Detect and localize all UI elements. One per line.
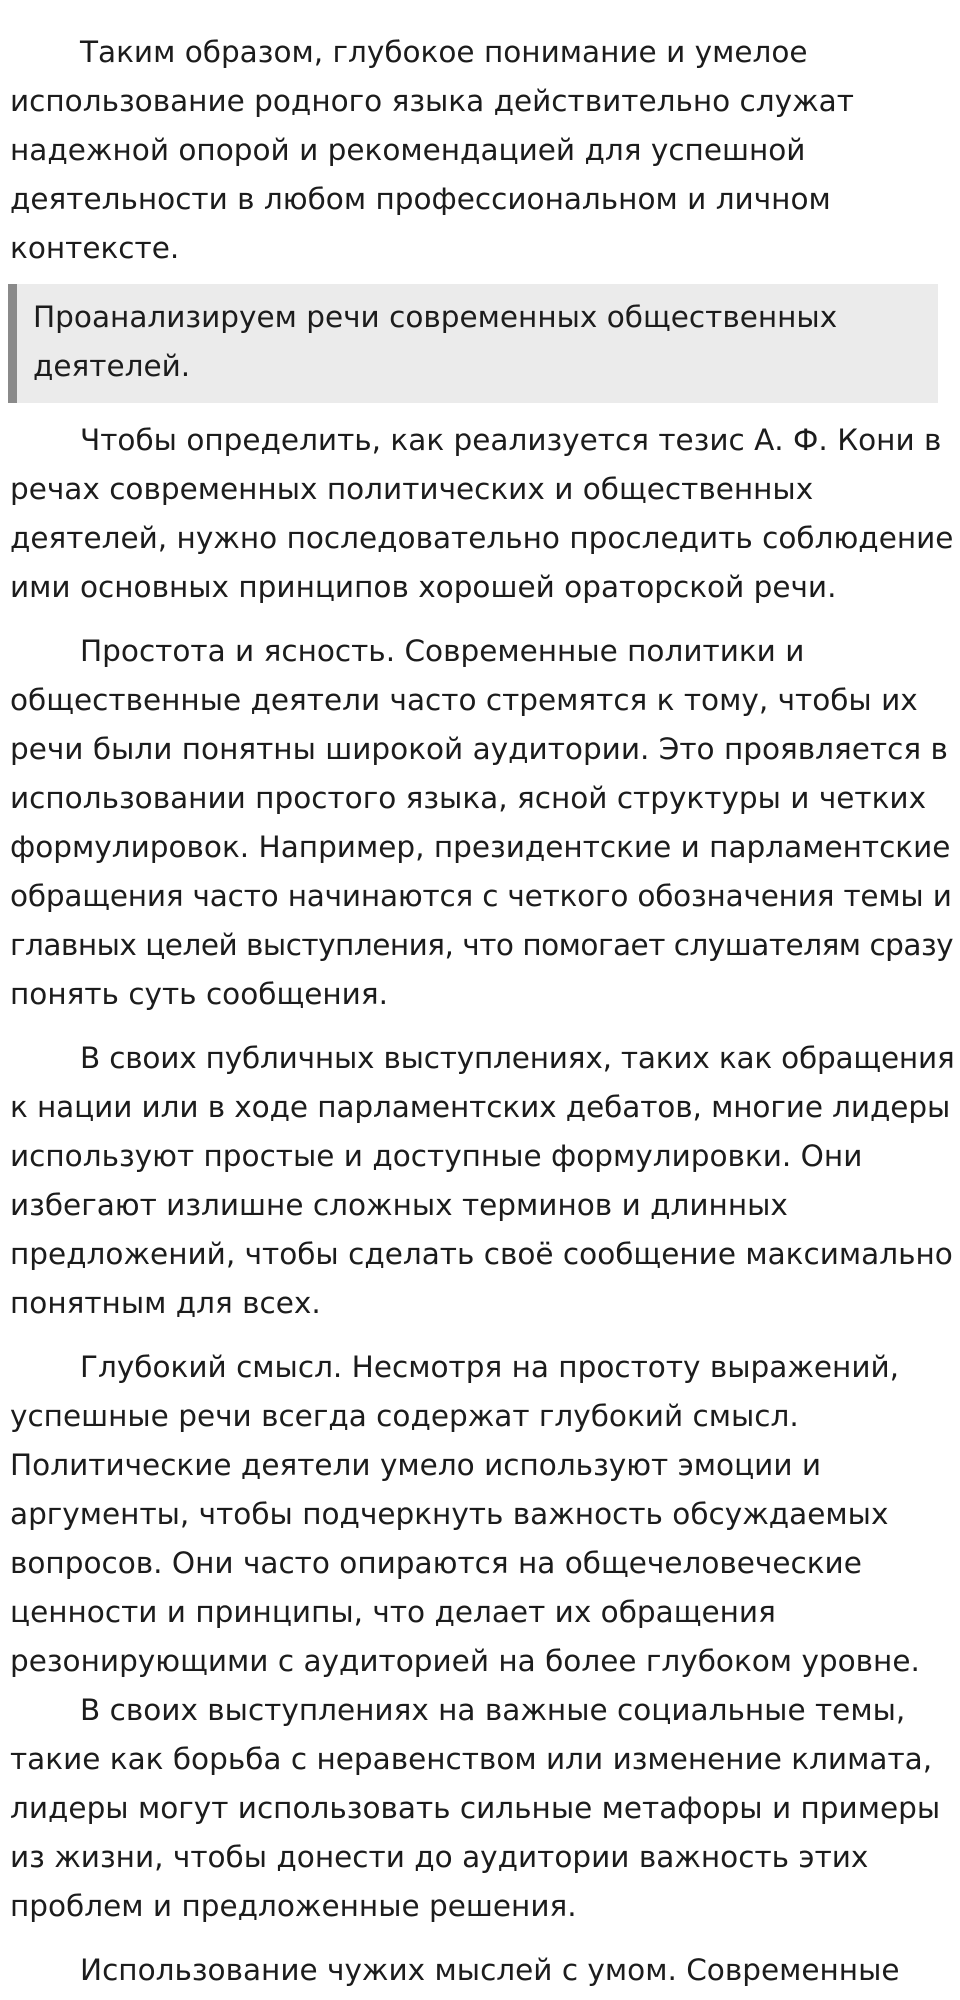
text-line: лидеры могут использовать сильные метафоры и примеры — [10, 1791, 941, 1825]
text-line: проблем и предложенные решения. — [10, 1889, 577, 1923]
text-line: деятельности в любом профессиональном и личном — [10, 182, 831, 216]
text-line: Простота и ясность. Современные политики и — [80, 634, 805, 668]
text-line: главных целей выступления, что помогает слушателям сразу — [10, 928, 954, 962]
text-line: Чтобы определить, как реализуется тезис А. Ф. Кони в — [80, 423, 942, 457]
text-line: ими основных принципов хорошей ораторской речи. — [10, 570, 837, 604]
text-line: общественные деятели часто стремятся к тому, чтобы их — [10, 683, 918, 717]
text-line: использование родного языка действительно служат — [10, 84, 854, 118]
text-line: контексте. — [10, 231, 180, 265]
text-line: Использование чужих мыслей с умом. Современные — [80, 1953, 900, 1987]
text-line: ценности и принципы, что делает их обращения — [10, 1595, 776, 1629]
text-line: речи были понятны широкой аудитории. Это проявляется в — [10, 732, 948, 766]
paragraph-koni-thesis — [10, 416, 958, 612]
text-line: В своих публичных выступлениях, таких как обращения — [80, 1041, 955, 1075]
paragraph-others-thoughts — [10, 1946, 958, 1995]
text-line: вопросов. Они часто опираются на общечеловеческие — [10, 1546, 862, 1580]
text-line: формулировок. Например, президентские и парламентские — [10, 830, 951, 864]
paragraph-social-topics — [10, 1686, 958, 1931]
text-line: избегают излишне сложных терминов и длинных — [10, 1188, 788, 1222]
document-page — [10, 28, 958, 1995]
text-line: из жизни, чтобы донести до аудитории важность этих — [10, 1840, 869, 1874]
text-line: успешные речи всегда содержат глубокий смысл. — [10, 1399, 799, 1433]
paragraph-simplicity — [10, 627, 958, 1019]
text-line: понятным для всех. — [10, 1286, 321, 1320]
text-line: речах современных политических и общественных — [10, 472, 814, 506]
text-line: деятелей, нужно последовательно проследить соблюдение — [10, 521, 954, 555]
paragraph-intro-conclusion — [10, 28, 958, 273]
paragraph-deep-meaning — [10, 1343, 958, 1686]
text-line: аргументы, чтобы подчеркнуть важность обсуждаемых — [10, 1497, 889, 1531]
text-line: используют простые и доступные формулировки. Они — [10, 1139, 863, 1173]
callout-line: Проанализируем речи современных общественных — [33, 300, 838, 334]
text-line: понять суть сообщения. — [10, 977, 388, 1011]
text-line: обращения часто начинаются с четкого обозначения темы и — [10, 879, 952, 913]
text-line: использовании простого языка, ясной структуры и четких — [10, 781, 927, 815]
text-line: Таким образом, глубокое понимание и умелое — [80, 35, 808, 69]
callout-line: деятелей. — [33, 349, 191, 383]
text-line: Политические деятели умело используют эмоции и — [10, 1448, 822, 1482]
text-line: резонирующими с аудиторией на более глубоком уровне. — [10, 1644, 920, 1678]
text-line: предложений, чтобы сделать своё сообщение максимально — [10, 1237, 953, 1271]
text-line: такие как борьба с неравенством или изменение климата, — [10, 1742, 933, 1776]
callout-block — [8, 284, 938, 403]
text-line: надежной опорой и рекомендацией для успешной — [10, 133, 806, 167]
text-line: В своих выступлениях на важные социальные темы, — [80, 1693, 906, 1727]
text-line: Глубокий смысл. Несмотря на простоту выражений, — [80, 1350, 900, 1384]
paragraph-public-speeches — [10, 1034, 958, 1328]
text-line: к нации или в ходе парламентских дебатов, многие лидеры — [10, 1090, 951, 1124]
